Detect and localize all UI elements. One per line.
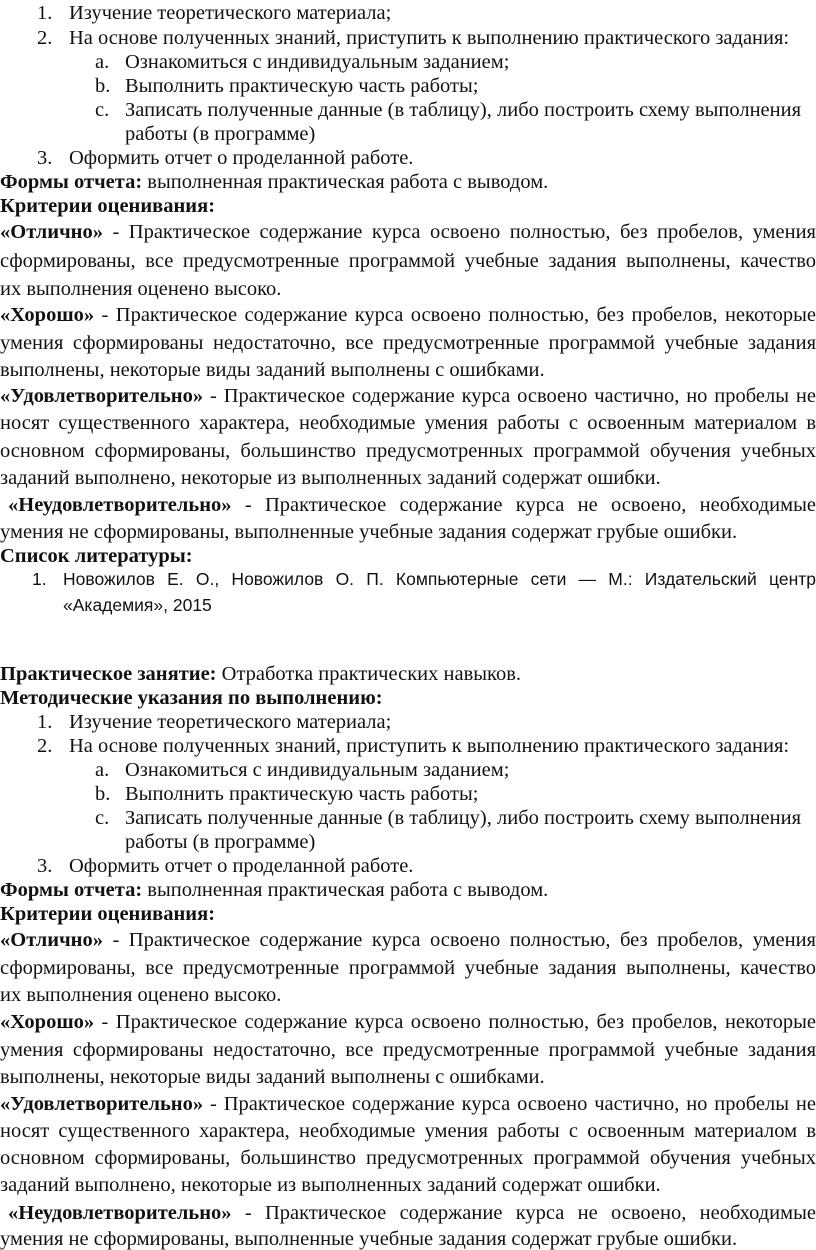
list-item: 1. Изучение теоретического материала; xyxy=(37,2,392,24)
report-form: Формы отчета: выполненная практическая работа с выводом. xyxy=(0,171,549,193)
guidelines-heading: Методические указания по выполнению: xyxy=(0,687,383,709)
literature-heading: Список литературы: xyxy=(0,545,193,567)
list-item: b. Выполнить практическую часть работы; xyxy=(95,783,479,805)
list-item: c. Записать полученные данные (в таблицу), либо построить схему выполнения xyxy=(95,99,802,121)
list-item: 1. Изучение теоретического материала; xyxy=(37,711,392,733)
list-item: 3. Оформить отчет о проделанной работе. xyxy=(37,855,414,877)
list-item: a. Ознакомиться с индивидуальным заданием; xyxy=(95,51,510,73)
list-item: c. Записать полученные данные (в таблицу), либо построить схему выполнения xyxy=(95,807,802,829)
list-item: 3. Оформить отчет о проделанной работе. xyxy=(37,147,414,169)
list-item: 2. На основе полученных знаний, приступить к выполнению практического задания: xyxy=(37,735,790,757)
practice-title: Практическое занятие: Отработка практических навыков. xyxy=(0,663,522,685)
criteria-heading: Критерии оценивания: xyxy=(0,903,216,925)
list-item: b. Выполнить практическую часть работы; xyxy=(95,75,479,97)
list-item-continuation: работы (в программе) xyxy=(125,123,316,145)
list-item: 2. На основе полученных знаний, приступить к выполнению практического задания: xyxy=(37,27,790,49)
report-form: Формы отчета: выполненная практическая работа с выводом. xyxy=(0,879,549,901)
list-item-continuation: работы (в программе) xyxy=(125,831,316,853)
list-item: a. Ознакомиться с индивидуальным заданием; xyxy=(95,759,510,781)
criteria-heading: Критерии оценивания: xyxy=(0,195,216,217)
